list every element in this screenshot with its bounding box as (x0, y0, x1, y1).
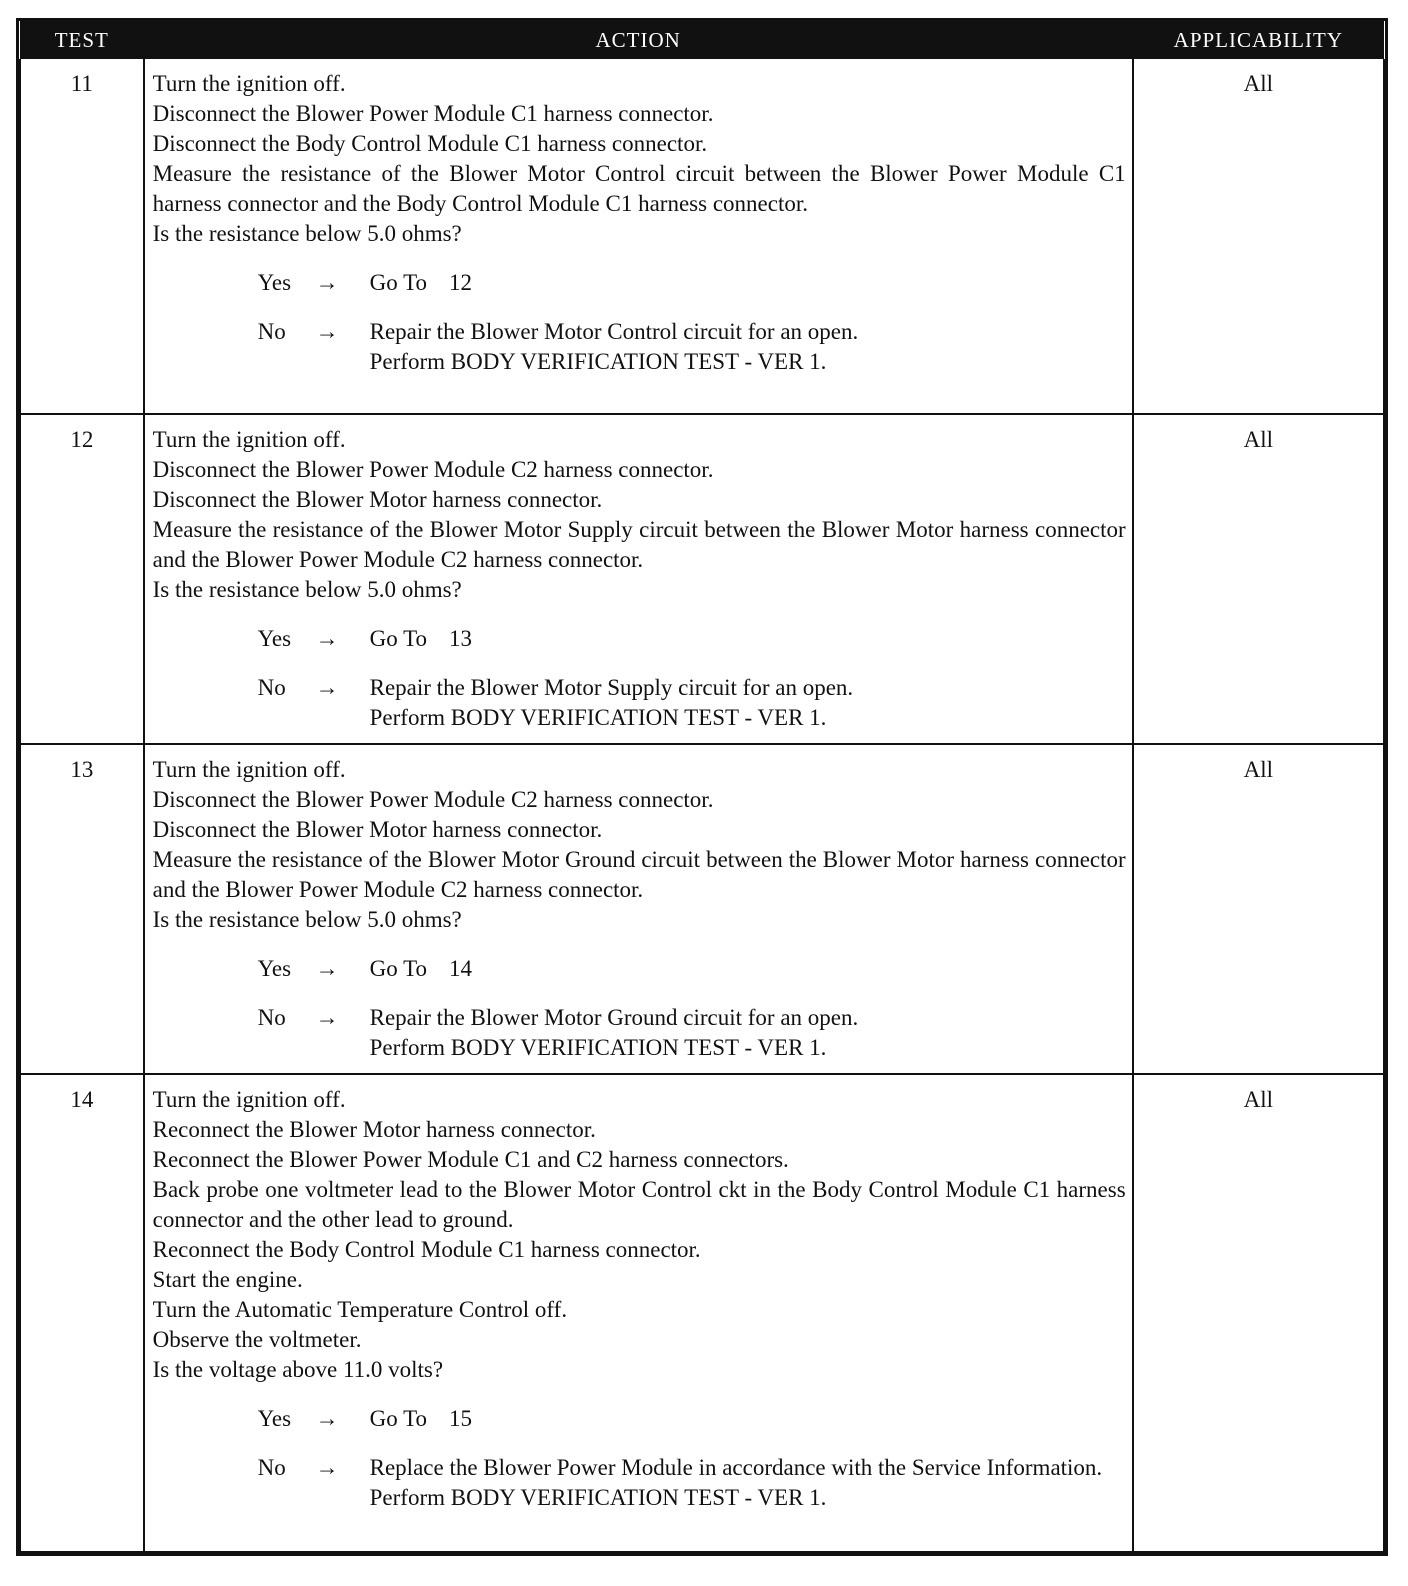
action-question: Is the resistance below 5.0 ohms? (152, 907, 462, 932)
arrow-right-icon: → (315, 675, 339, 700)
header-test: TEST (20, 21, 144, 59)
no-result-line: Perform BODY VERIFICATION TEST - VER 1. (369, 349, 827, 374)
arrow-right-icon: → (315, 956, 339, 981)
no-outcome (258, 1003, 1126, 1063)
action-line: Disconnect the Blower Power Module C2 harness connector. (152, 787, 714, 812)
table-row (20, 414, 1384, 744)
action-line: Measure the resistance of the Blower Motor Supply circuit between the Blower Motor harness connector and the Blower Power Module C2 harness connector. (152, 517, 1126, 572)
arrow-right-icon: → (315, 270, 339, 295)
no-result-line: Repair the Blower Motor Supply circuit for an open. (369, 675, 854, 700)
applicability-value: All (1133, 414, 1384, 744)
action-line: Disconnect the Body Control Module C1 harness connector. (152, 131, 708, 156)
goto-number: 12 (449, 270, 473, 295)
test-number: 12 (20, 414, 144, 744)
action-cell (144, 744, 1133, 1074)
arrow-right-icon: → (315, 626, 339, 651)
applicability-value: All (1133, 59, 1384, 414)
yes-label: Yes (257, 626, 292, 651)
action-line: Start the engine. (152, 1267, 303, 1292)
no-outcome (258, 317, 1126, 377)
action-line: Turn the ignition off. (152, 1087, 346, 1112)
table-row (20, 1074, 1384, 1552)
no-result (370, 317, 1126, 377)
test-number: 13 (20, 744, 144, 1074)
table-row (20, 744, 1384, 1074)
diagnostic-test-table-container (16, 18, 1388, 1556)
no-outcome (258, 1453, 1126, 1513)
header-action: ACTION (144, 21, 1133, 59)
no-outcome (258, 673, 1126, 733)
applicability-value: All (1133, 744, 1384, 1074)
yes-outcome (258, 954, 1126, 984)
no-result-line: Perform BODY VERIFICATION TEST - VER 1. (369, 1485, 827, 1510)
no-result (370, 673, 1126, 733)
goto-label: Go To (369, 270, 428, 295)
no-result (370, 1003, 1126, 1063)
no-result-line: Replace the Blower Power Module in accordance with the Service Information. (369, 1455, 1103, 1480)
action-line: Disconnect the Blower Motor harness connector. (152, 817, 603, 842)
action-line: Observe the voltmeter. (152, 1327, 362, 1352)
action-cell (144, 414, 1133, 744)
applicability-value: All (1133, 1074, 1384, 1552)
no-result-line: Perform BODY VERIFICATION TEST - VER 1. (369, 1035, 827, 1060)
diagnostic-test-table (19, 21, 1385, 1553)
no-result-line: Repair the Blower Motor Ground circuit for an open. (369, 1005, 859, 1030)
yes-result (370, 954, 1126, 984)
no-label: No (257, 675, 286, 700)
yes-label: Yes (257, 956, 292, 981)
goto-number: 15 (449, 1406, 473, 1431)
arrow-right-icon: → (315, 1455, 339, 1480)
action-question: Is the resistance below 5.0 ohms? (152, 577, 462, 602)
action-line: Back probe one voltmeter lead to the Blower Motor Control ckt in the Body Control Module C1 harness connector and the other lead to ground. (152, 1177, 1126, 1232)
action-line: Disconnect the Blower Power Module C1 harness connector. (152, 101, 714, 126)
test-number: 14 (20, 1074, 144, 1552)
action-line: Reconnect the Body Control Module C1 harness connector. (152, 1237, 701, 1262)
action-line: Disconnect the Blower Motor harness connector. (152, 487, 603, 512)
no-label: No (257, 319, 286, 344)
yes-label: Yes (257, 1406, 292, 1431)
table-row (20, 59, 1384, 414)
action-line: Turn the ignition off. (152, 427, 346, 452)
action-line: Turn the ignition off. (152, 757, 346, 782)
action-line: Reconnect the Blower Motor harness connector. (152, 1117, 596, 1142)
goto-number: 14 (449, 956, 473, 981)
no-result (370, 1453, 1126, 1513)
action-cell (144, 59, 1133, 414)
yes-outcome (258, 1404, 1126, 1434)
no-label: No (257, 1455, 286, 1480)
action-line: Reconnect the Blower Power Module C1 and C2 harness connectors. (152, 1147, 789, 1172)
yes-outcome (258, 268, 1126, 298)
action-cell (144, 1074, 1133, 1552)
goto-label: Go To (369, 626, 428, 651)
no-result-line: Perform BODY VERIFICATION TEST - VER 1. (369, 705, 827, 730)
action-line: Turn the Automatic Temperature Control off. (152, 1297, 568, 1322)
goto-label: Go To (369, 956, 428, 981)
yes-outcome (258, 624, 1126, 654)
no-label: No (257, 1005, 286, 1030)
action-question: Is the resistance below 5.0 ohms? (152, 221, 462, 246)
yes-label: Yes (257, 270, 292, 295)
action-line: Turn the ignition off. (152, 71, 346, 96)
header-applicability: APPLICABILITY (1133, 21, 1384, 59)
no-result-line: Repair the Blower Motor Control circuit for an open. (369, 319, 859, 344)
action-line: Measure the resistance of the Blower Motor Ground circuit between the Blower Motor harness connector and the Blower Power Module C2 harness connector. (152, 847, 1126, 902)
goto-number: 13 (449, 626, 473, 651)
action-question: Is the voltage above 11.0 volts? (152, 1357, 444, 1382)
yes-result (370, 1404, 1126, 1434)
test-number: 11 (20, 59, 144, 414)
goto-label: Go To (369, 1406, 428, 1431)
action-line: Disconnect the Blower Power Module C2 harness connector. (152, 457, 714, 482)
arrow-right-icon: → (315, 319, 339, 344)
action-line: Measure the resistance of the Blower Motor Control circuit between the Blower Power Module C1 harness connector and the Body Control Module C1 harness connector. (152, 161, 1126, 216)
yes-result (370, 624, 1126, 654)
arrow-right-icon: → (315, 1005, 339, 1030)
arrow-right-icon: → (315, 1406, 339, 1431)
table-header (20, 21, 1384, 59)
yes-result (370, 268, 1126, 298)
